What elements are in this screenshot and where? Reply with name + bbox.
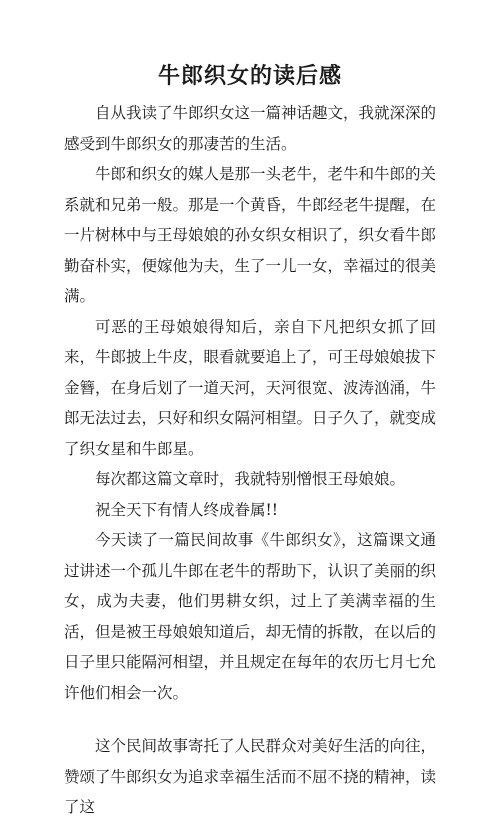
paragraph-3: 可恶的王母娘娘得知后，亲自下凡把织女抓了回来，牛郎披上牛皮，眼看就要追上了，可王母娘娘拔下金簪，在身后划了一道天河，天河很宽、波涛汹涌，牛郎无法过去，只好和织女隔河相望。日子久了，就变成了织女星和牛郎星。: [64, 317, 437, 458]
document-title: 牛郎织女的读后感: [157, 63, 342, 89]
paragraph-1: 自从我读了牛郎织女这一篇神话趣文，我就深深的感受到牛郎织女的那凄苦的生活。: [64, 104, 437, 153]
paragraph-6: 今天读了一篇民间故事《牛郎织女》，这篇课文通过讲述一个孤儿牛郎在老牛的帮助下，认识了美丽的织女，成为夫妻，他们男耕女织，过上了美满幸福的生活，但是被王母娘娘知道后，却无情的拆散，在以后的日子里只能隔河相望，并且规定在每年的农历七月七允许他们相会一次。: [64, 531, 437, 702]
paragraph-2: 牛郎和织女的媒人是那一头老牛，老牛和牛郎的关系就和兄弟一般。那是一个黄昏，牛郎经老牛提醒，在一片树林中与王母娘娘的孙女织女相识了，织女看牛郎勤奋朴实，便嫁他为夫，生了一儿一女，幸福过的很美满。: [64, 165, 437, 305]
paragraph-5: 祝全天下有情人终成眷属!!: [95, 500, 278, 519]
paragraph-gap: [64, 708, 436, 731]
paragraph-4: 每次都这篇文章时，我就特别憎恨王母娘娘。: [95, 470, 406, 488]
paragraph-7: 这个民间故事寄托了人民群众对美好生活的向往，赞颂了牛郎织女为追求幸福生活而不屈不挠的精神，读了这: [64, 737, 437, 816]
